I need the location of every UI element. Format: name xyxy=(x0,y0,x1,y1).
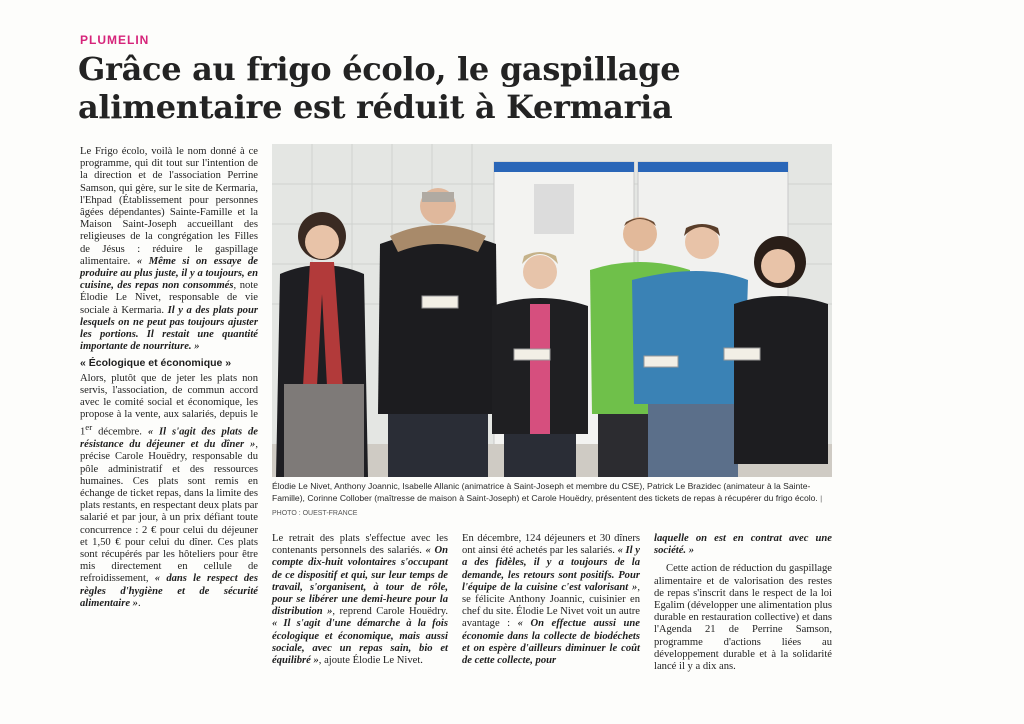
paragraph-contrat: laquelle on est en contrat avec une société. » xyxy=(654,533,832,557)
article-photo xyxy=(272,144,832,477)
article-column-3 xyxy=(462,533,640,667)
group-photo-illustration xyxy=(272,144,832,477)
headline-line-1: Grâce au frigo écolo, le gaspillage xyxy=(78,50,681,88)
article-column-1 xyxy=(80,146,258,610)
photo-caption xyxy=(272,480,832,520)
paragraph-egalim: Cette action de réduction du gaspillage alimentaire et de valorisation des restes de repas s'inscrit dans le respect de la loi Egalim (développer une alimentation plus durable en restauration collective) et dans l'Agenda 21 de Perrine Samson, programme d'actions liées au développement durable et à la solidarité lancé il y a dix ans. xyxy=(654,563,832,673)
paragraph-decembre: En décembre, 124 déjeuners et 30 dîners ont ainsi été achetés par les salariés. « Il y a des fidèles, il y a toujours de la demande, les retours sont positifs. Pour l'équipe de la cuisine c'est valorisant », se félicite Anthony Joannic, cuisinier en chef du site. Élodie Le Nivet voit un autre avantage : « On effectue aussi une économie dans la collecte de biodéchets et on espère d'ailleurs diminuer le coût de cette collecte, pour xyxy=(462,533,640,667)
photo-credit: | PHOTO : OUEST-FRANCE xyxy=(272,496,823,517)
article-column-4 xyxy=(654,533,832,673)
subheading: « Écologique et économique » xyxy=(80,357,232,370)
section-kicker: PLUMELIN xyxy=(80,33,150,47)
paragraph-ecologique: Alors, plutôt que de jeter les plats non servis, l'association, de commun accord avec le comité social et économique, les propose à la vente, aux salariés, depuis le 1er décembre. « Il s'agit des plats de résistance du déjeuner et du dîner », précise Carole Houëdry, responsable du pôle administratif et des ressources humaines. Ces plats sont remis en échange de ticket repas, dans la limite des plats restants, en respectant deux plats par salarié et par jour, à un prix défiant toute concurrence : 2 € pour celui du déjeuner et 1,50 € pour celui du dîner. Ces plats sont récupérés par les hôteliers pour être mis directement en cellule de refroidissement, « dans le respect des règles d'hygiène et de sécurité alimentaire ». xyxy=(80,372,259,609)
article-headline xyxy=(78,50,778,126)
paragraph-retrait: Le retrait des plats s'effectue avec les contenants personnels des salariés. « On compte dix-huit volontaires s'occupant de ce dispositif et qui, sur leur temps de travail, s'organisent, à tour de rôle, pour se libérer une demi-heure pour la distribution », reprend Carole Houëdry. « Il s'agit d'une démarche à la fois écologique et économique, mais aussi sociale, avec un repas sain, bio et équilibré », ajoute Élodie Le Nivet. xyxy=(272,533,448,667)
headline-line-2: alimentaire est réduit à Kermaria xyxy=(78,88,673,126)
caption-text: Élodie Le Nivet, Anthony Joannic, Isabelle Allanic (animatrice à Saint-Joseph et membre du CSE), Patrick Le Brazidec (animateur à la Sainte-Famille), Corinne Collober (maîtresse de maison à Saint-Joseph) et Carole Houëdry, présentent des tickets de repas à récupérer du frigo écolo. xyxy=(272,481,818,503)
article-column-2 xyxy=(272,533,448,667)
paragraph-intro: Le Frigo écolo, voilà le nom donné à ce programme, qui dit tout sur l'intention de la direction et de l'association Perrine Samson, qui gère, sur le site de Kermaria, l'Ehpad (Établissement pour personnes âgées dépendantes) Sainte-Famille et la Maison Saint-Joseph accueillant des religieuses de la congrégation les Filles de Jésus : réduire le gaspillage alimentaire. « Même si on essaye de produire au plus juste, il y a toujours, en cuisine, des repas non consommés, note Élodie Le Nivet, responsable de vie sociale à Kermaria. Il y a des plats pour lesquels on ne peut pas toujours ajuster les portions. Il restait une quantité importante de nourriture. » xyxy=(80,146,258,353)
